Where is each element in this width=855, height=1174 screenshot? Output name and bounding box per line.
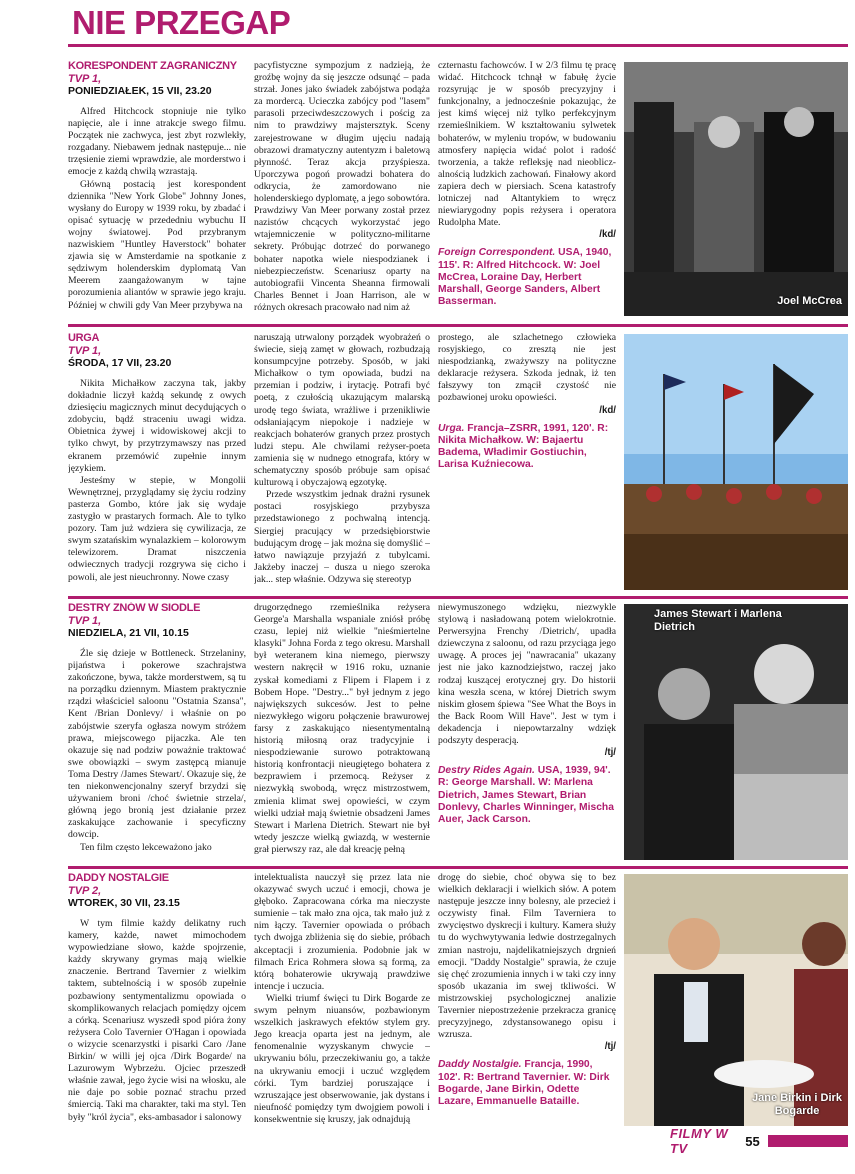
review-credits	[438, 423, 616, 472]
review-paragraph: Jesteśmy w stepie, w Mongolii Wewnętrznej, przyglądamy się życiu rodziny pasterza Gombo, które jak się wydaje zastygło w prastarych formach. Ale to tylko pozory. Tam już wdziera się cywilizacja, ze swym szatańskim wynalazkiem – kolorowym telewizorem. Dramat niszczenia odwiecznych tradycji rozgrywa się cicho i powoli, ale jest nieuchronny. Nowe czasy	[68, 474, 246, 583]
header-rule	[68, 44, 848, 47]
review-4-col-2	[254, 872, 430, 1126]
review-3-photo-caption: James Stewart i Marlena Dietrich	[654, 608, 782, 633]
review-paragraph: Ten film często lekceważono jako	[80, 841, 212, 853]
review-3-photo	[624, 604, 848, 860]
review-1-photo-caption: Joel McCrea	[777, 295, 842, 307]
section-rule-3	[68, 866, 848, 869]
review-2-channel: TVP 1,	[68, 345, 102, 357]
review-paragraph: Przede wszystkim jednak drażni rysunek postaci rosyjskiego przybysza przedstawionego z pochwalną intencją. Siergiej pracujący w przedsiębiorstwie budującym drogę – jak można się domyślić – łatwo nawiązuje przyjaźń z tubylcami. Jakżeby inaczej – dusza u niego szeroka jak... step właśnie. Odzywa się stereotyp	[254, 489, 430, 585]
review-credits	[438, 765, 616, 826]
review-3-channel: TVP 1,	[68, 615, 102, 627]
review-paragraph-continued: naruszają utrwalony porządek wyobrażeń o świecie, sieją zamęt w głowach, rozbudzają konsumpcyjne potrzeby. Sposób, w jaki Michałkow o tym opowiada, budzi na przemian i podziw, i irytację. Potrafi być poetą, z czułością ukazującym malarską urodę tego świata, wrażliwe i przenikliwie odsłaniającym niepokoje i nadzieje w reakcjach bohaterów granych przez prostych ludzi stepu. Ale chwilami reżyser-poeta zamienia się w nudnego etnografa, który w schematyczny sposób próbuje sam opisać kulturową i obyczajową egzotykę.	[254, 332, 430, 489]
review-paragraph-continued: prostego, ale szlachetnego człowieka rosyjskiego, co zresztą nie jest niespodzianką, zważywszy na polityczne deklaracje reżysera. Szkoda jednak, iż ten fałszywy ton zmącił czystość nie pozbawionej uroku opowieści.	[438, 332, 616, 404]
review-1-title: KORESPONDENT ZAGRANICZNY	[68, 60, 237, 72]
review-credits-details: Francja–ZSRR, 1991, 120'. R: Nikita Michałkow. W: Bajaertu Badema, Władimir Gostiuchin, Larisa Kuźniecowa.	[438, 422, 609, 471]
review-1-date: PONIEDZIAŁEK, 15 VII, 23.20	[68, 85, 212, 97]
review-signature: /kd/	[599, 229, 616, 241]
review-paragraph: W tym filmie każdy delikatny ruch kamery, każde, nawet mimochodem wypowiedziane słowo, każde spojrzenie, każdy skrywany grymas mają wielkie znaczenie. Bertrand Tavernier z wielkim taktem, subtelnością i w sposób zupełnie pozbawiony sentymentalizmu opowiada o skomplikowanych relacjach pomiędzy ojcem a córką. Scenariusz wyszedł spod pióra żony reżysera Colo Tavernier O'Hagan i opowiada o wizycie scenarzystki i pisarki Caro /Jane Birkin/ w willi jej ojca /Dirk Bogarde/ na Lazurowym Wybrzeżu. Ojciec przeszedł właśnie zawał, jego życie wisi na włosku, ale nie daje po sobie poznać strachu przed śmiercią. Taki ma charakter, taki ma styl. Ten były "król życia", eks-ambasador i salonowy	[68, 918, 246, 1123]
review-3-col-3	[438, 602, 616, 864]
review-2-date: ŚRODA, 17 VII, 23.20	[68, 357, 172, 369]
review-paragraph-continued: pacyfistyczne sympozjum z nadzieją, że groźbę wojny da się jeszcze odsunąć – pada strzał. Jones jako świadek zabójstwa podąża za mordercą. Ucieczka zabójcy pod "lasem" parasoli przeciwdeszczowych i pościg za nim to prawdziwy majstersztyk. Sceny zarejestrowane w długim ujęciu nadają obrazowi dramatyczny autentyzm i baletową płynność. Teraz akcja przyśpiesza. Uporczywa pogoń prowadzi bohatera do odkrycia, że zamordowano nie holenderskiego dyplomatę, a jego sobowtóra. Prawdziwy Van Meer porwany został przez nazistów chcących wykorzystać jego wtajemniczenie w polityczno-militarne sekrety. Próbując dotrzeć do porwanego bohater napotka wiele niespodzianek i niebezpieczeństw. Scenariusz oparty na autobiografii Vincenta Sheanna firmowali Charles Bennet i Joan Harrison, ale w różnych okresach pracowało nad nim aż	[254, 60, 430, 313]
review-credits	[438, 1059, 616, 1108]
section-rule-2	[68, 596, 848, 599]
review-paragraph-continued: czternastu fachowców. I w 2/3 filmu tę pracę widać. Hitchcock tchnął w fabułę życie rozsyrując je w sposób precyzyjny i funkcjonalny, a jednocześnie pokazując, że jest kimś więcej niż tylko perfekcyjnym rzemieślnikiem. W kształtowaniu sylwetek bohaterów, w myleniu tropów, w budowaniu atmosfery napięcia widać polot i radość tworzenia, a także refleksję nad nieobliczalnością ludzkich zachowań. Finałowy akord zapiera dech w piersiach. Scena katastrofy lotniczej nad Altantykiem to wręcz niewiarygodny popis reżysera i operatora Rudolpha Mate.	[438, 60, 616, 229]
review-3-col-1	[68, 602, 246, 864]
review-3-date: NIEDZIELA, 21 VII, 10.15	[68, 627, 189, 639]
review-original-title: Urga.	[438, 422, 468, 434]
review-original-title: Foreign Correspondent.	[438, 247, 559, 259]
review-3-title: DESTRY ZNÓW W SIODLE	[68, 602, 201, 614]
footer-magazine: FILMY W TV	[670, 1126, 729, 1156]
review-2-title: URGA	[68, 332, 100, 344]
review-signature: /kd/	[599, 404, 616, 416]
section-rule-1	[68, 324, 848, 327]
review-1-body	[68, 106, 246, 312]
review-1-photo	[624, 62, 848, 316]
review-4-col-1	[68, 872, 246, 1126]
page-number: 55	[745, 1133, 760, 1149]
review-paragraph-continued: niewymuszonego wdzięku, niezwykle stylową i nasładowaną potem wielokrotnie. Perwersyjna Frenchy /Dietrich/, upadła dziewczyna z saloonu, od razu przyciąga jego uwagę. A proces jej "nawracania" ukazany jest nie jako kaznodziejstwo, raczej jako rodzaj kuszącej erotycznej gry. Do historii kina weszła scena, w której Dietrich swym niskim głosem śpiewa "See What the Boys in the Back Room Will Have". Jest w tym i dekadencja i niepowtarzalny wdzięk podszyty desperacją.	[438, 602, 616, 747]
review-4-photo-caption: Jane Birkin i Dirk Bogarde	[752, 1092, 842, 1117]
review-paragraph-continued: intelektualista nauczył się przez lata nie okazywać swych uczuć i emocji, chowa je głęboko. Zapracowana córka ma nieczyste sumienie – tak mało zna ojca, tak mało już z nim łączy. Tavernier opowiada o próbach tych dwojga zbliżenia się do siebie, próbach akceptacji i zrozumienia. Podobnie jak w filmach Erica Rohmera słowa są formą, za którą bohaterowie ukrywają prawdziwe intencje i uczucia.	[254, 872, 430, 992]
review-credits-details: Francja, 1990, 102'. R: Bertrand Tavernier. W: Dirk Bogarde, Jane Birkin, Odette Lazare, Emmanuelle Bataille.	[438, 1059, 610, 1108]
review-1-col-3	[438, 60, 616, 320]
review-paragraph: Wielki triumf święci tu Dirk Bogarde ze swym pełnym niuansów, pozbawionym wszelkich jaskrawych efektów stylem gry. Jego kreacja oparta jest na jednym, ale fenomenalnie wyzyskanym chwycie – ukrywaniu bólu, przeczekiwaniu go, a także na ukrywaniu emocji i uczuć względem córki. Tym bardziej poruszające i wzruszające jest obserwowanie, jak dystans i nieufność pomiędzy tym dwojgiem powoli i konsekwentnie się kruszy, jak odnajdują	[254, 992, 430, 1125]
review-2-photo	[624, 334, 848, 590]
review-4-channel: TVP 2,	[68, 885, 102, 897]
review-credits-details: USA, 1940, 115'. R: Alfred Hitchcock. W: Joel McCrea, Loraine Day, Herbert Marshall, George Sanders, Albert Basserman.	[438, 247, 612, 308]
review-paragraph-continued: drogę do siebie, choć obywa się to bez wielkich deklaracji i wielkich słów. A potem następuje jeszcze inny bolesny, ale przecież i oczywisty finał. Film Taverniera to zwycięstwo dyskrecji i kultury. Kamera służy tu do wychwytywania ledwie dostrzegalnych zmian nastroju, najdelikatniejszych drgnień emocji. "Daddy Nostalgie" sprawia, że czuje się chęć zrozumienia innych i w taki czy inny sposób ukazania im swej tkliwości. W mistrzowskiej psychologicznej analizie Tavernier niepostrzeżenie przekracza granicę precyzyjnego, zdystansowanego opisu i wzrusza.	[438, 872, 616, 1041]
review-1-col-1	[68, 60, 246, 320]
review-3-col-2	[254, 602, 430, 864]
review-paragraph-continued: drugorzędnego rzemieślnika reżysera George'a Marshalla wspaniale zniósł próbę czasu, lepiej niż wielkie "nieśmiertelne klasyki" Johna Forda z tego okresu. Marshall był weteranem kina niemego, pierwszy western nakręcił w 1916 roku, uznanie zyskał komediami z Flipem i Flapem i z Bobem Hope. "Destry..." był jednym z jego największych sukcesów. Jest to pełne niezwykłego wigoru połączenie brawurowej farsy z zaskakująco niesentymentalną historią miłosną oraz tradycyjnie i niespodziewanie surowo potraktowaną historią konfrontacji nieugiętego bohatera z bezprawiem i przemocą. Reżyser z niezwykłą swobodą, wręcz mistrzostwem, zmienia klimat swej opowieści, w czym wielki udział mają świetnie obsadzeni James Stewart i Marlena Dietrich. Stewart nie był wtedy jeszcze wielką gwiazdą, w westernie grał pierwszy raz, ale dał kreację pełną	[254, 602, 430, 855]
review-credits	[438, 247, 616, 308]
review-1-col-2	[254, 60, 430, 320]
review-1-channel: TVP 1,	[68, 73, 102, 85]
review-signature: /tj/	[604, 1041, 616, 1053]
review-4-title: DADDY NOSTALGIE	[68, 872, 169, 884]
review-4-photo	[624, 874, 848, 1126]
review-credits-details: USA, 1939, 94'. R: George Marshall. W: Marlena Dietrich, James Stewart, Brian Donlevy, Charles Winninger, Mischa Auer, Jack Carson.	[438, 765, 614, 826]
review-2-col-2	[254, 332, 430, 592]
review-paragraph: Alfred Hitchcock stopniuje nie tylko napięcie, ale i inne atrakcje swego filmu. Początek nie zachwyca, jest zbyt rozwlekły, rozgadany. Niebawem jednak następuje... nie trzęsienie ziemi wprawdzie, ale morderstwo i emocje z każdą chwilą wzrastają.	[68, 106, 246, 178]
review-paragraph: Źle się dzieje w Bottleneck. Strzelaniny, pijaństwa i pokerowe szachrajstwa zakończone, bywa, także morderstwem, są tu na porządku dziennym. Miastem praktycznie rządzi właściciel saloonu "Ostatnia Szansa", Kent /Brian Donlevy/ i właśnie on po zabójstwie szeryfa ogłasza nowym stróżem prawa, miejscowego pijaczka. Ale ten okazuje się nad podziw poważnie traktować swe obowiązki – swym zastępcą mianuje Toma Destry /James Stewart/. Okazuje się, że ten niekonwencjonalny szeryf brzydzi się używaniem broni /choć świetnie strzela/, główną jego bronią jest działanie przez zaskakujące zachowanie i specyficzny dowcip.	[68, 648, 246, 841]
review-original-title: Daddy Nostalgie.	[438, 1059, 525, 1071]
review-paragraph: Główną postacią jest korespondent dziennika "New York Globe" Johnny Jones, wysłany do Europy w 1939 roku, by zbadać i opisać sytuację w przededniu wybuchu II wojny światowej. Pod przybranym nazwiskiem "Huntley Haverstock" bohater zjawia się w Amsterdamie na spotkanie z sędziwym holenderskim dyplomatą Van Meerem zaangażowanym w tajne porozumienia aliantów w sprawie jego kraju. Później w chwili gdy Van Meer przybywa na	[68, 178, 246, 311]
review-original-title: Destry Rides Again.	[438, 765, 538, 777]
review-4-date: WTOREK, 30 VII, 23.15	[68, 897, 180, 909]
page-title: NIE PRZEGAP	[72, 4, 291, 41]
review-2-col-1	[68, 332, 246, 592]
review-4-col-3	[438, 872, 616, 1126]
footer-bar	[768, 1135, 848, 1147]
page-footer	[670, 1126, 848, 1156]
review-paragraph: Nikita Michałkow zaczyna tak, jakby dokładnie liczył każdą sekundę z owych dziesięciu magicznych minut decydujących o zdobyciu, bądź straceniu uwagi widza. Obietnica żywej i widowiskowej akcji to tylko chwyt, by przytrzymawszy nas przed ekranem przemówić zupełnie innym językiem.	[68, 378, 246, 474]
review-signature: /tj/	[604, 747, 616, 759]
review-2-col-3	[438, 332, 616, 592]
